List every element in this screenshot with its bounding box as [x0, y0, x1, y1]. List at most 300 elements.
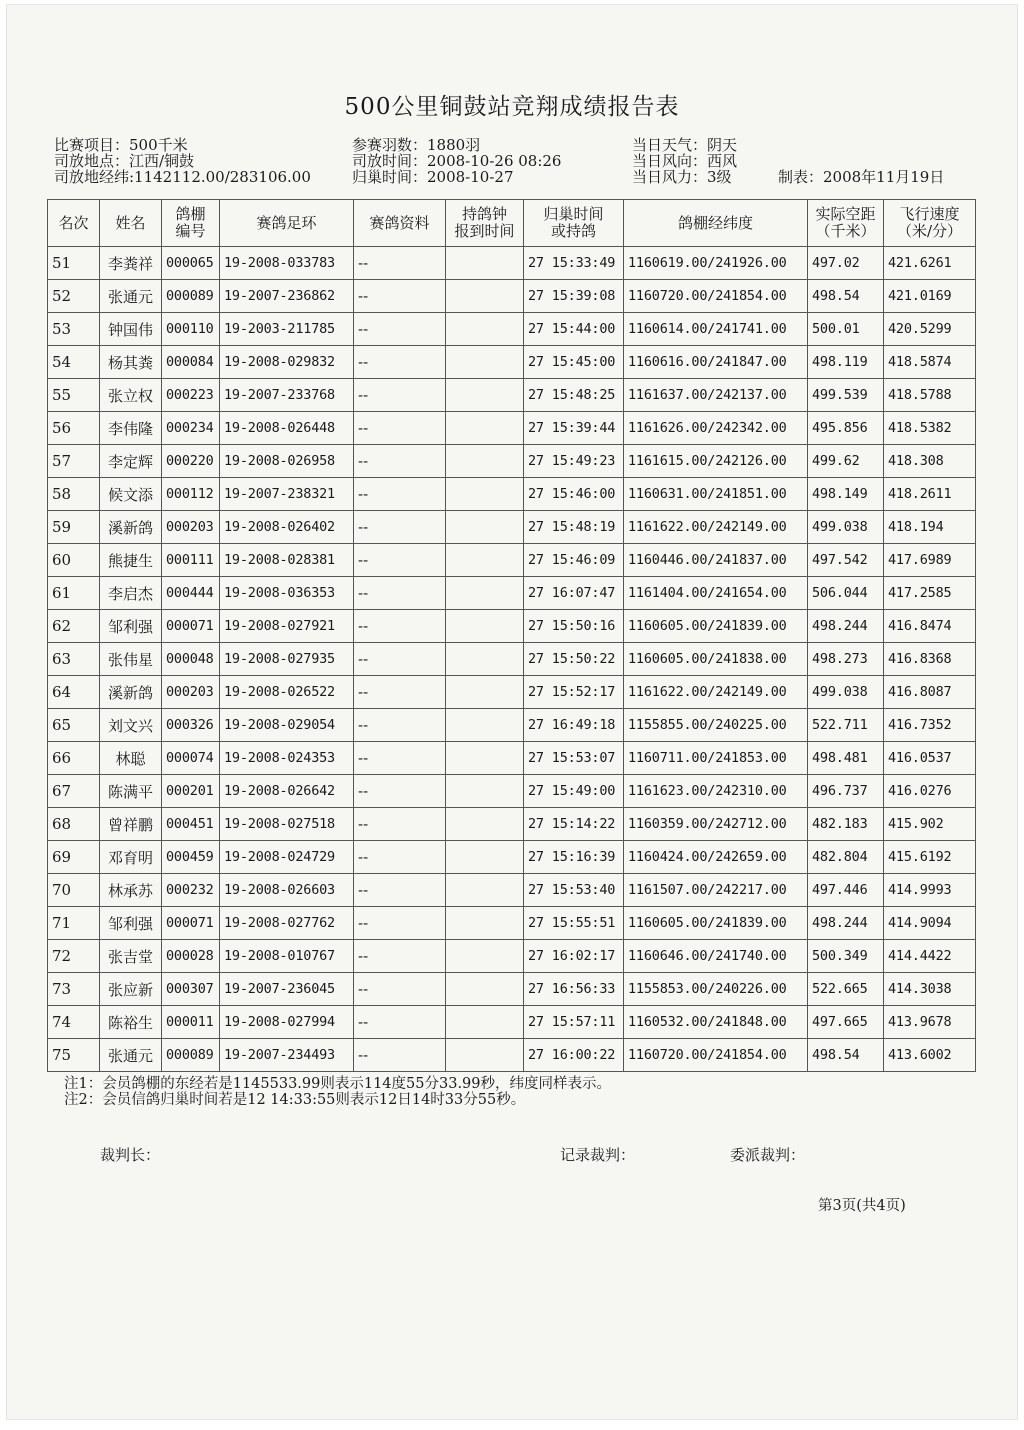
cell-ring: 19-2008-028381 — [220, 544, 354, 577]
cell-arrival: 27 16:49:18 — [524, 709, 624, 742]
cell-speed: 421.0169 — [884, 280, 976, 313]
cell-speed: 418.308 — [884, 445, 976, 478]
cell-name: 邓育明 — [100, 841, 162, 874]
cell-rank: 63 — [48, 643, 100, 676]
cell-coords: 1161623.00/242310.00 — [624, 775, 808, 808]
cell-coords: 1160424.00/242659.00 — [624, 841, 808, 874]
cell-loft-id: 000048 — [162, 643, 220, 676]
cell-distance: 496.737 — [808, 775, 884, 808]
cell-ring: 19-2008-024729 — [220, 841, 354, 874]
table-row — [48, 544, 976, 577]
cell-loft-id: 000234 — [162, 412, 220, 445]
cell-name: 李定辉 — [100, 445, 162, 478]
cell-info: -- — [354, 775, 446, 808]
table-row — [48, 1039, 976, 1072]
cell-clock-time — [446, 247, 524, 280]
cell-info: -- — [354, 478, 446, 511]
cell-loft-id: 000071 — [162, 907, 220, 940]
cell-info: -- — [354, 742, 446, 775]
cell-rank: 70 — [48, 874, 100, 907]
cell-speed: 413.6002 — [884, 1039, 976, 1072]
cell-speed: 421.6261 — [884, 247, 976, 280]
cell-info: -- — [354, 544, 446, 577]
cell-arrival: 27 15:46:00 — [524, 478, 624, 511]
cell-clock-time — [446, 907, 524, 940]
cell-clock-time — [446, 973, 524, 1006]
table-row — [48, 478, 976, 511]
info-made-date: 制表：2008年11月19日 — [778, 168, 945, 186]
cell-name: 林聪 — [100, 742, 162, 775]
cell-arrival: 27 15:33:49 — [524, 247, 624, 280]
cell-ring: 19-2008-026958 — [220, 445, 354, 478]
cell-loft-id: 000326 — [162, 709, 220, 742]
cell-coords: 1160614.00/241741.00 — [624, 313, 808, 346]
cell-distance: 497.542 — [808, 544, 884, 577]
cell-info: -- — [354, 280, 446, 313]
cell-ring: 19-2007-236862 — [220, 280, 354, 313]
cell-loft-id: 000110 — [162, 313, 220, 346]
cell-clock-time — [446, 775, 524, 808]
table-row — [48, 808, 976, 841]
cell-info: -- — [354, 676, 446, 709]
cell-info: -- — [354, 379, 446, 412]
cell-name: 溪新鸽 — [100, 511, 162, 544]
table-row — [48, 247, 976, 280]
delegated-judge-label: 委派裁判： — [730, 1146, 806, 1164]
info-return-time: 归巢时间：2008-10-27 — [352, 168, 514, 186]
cell-arrival: 27 15:53:07 — [524, 742, 624, 775]
cell-loft-id: 000201 — [162, 775, 220, 808]
cell-distance: 482.804 — [808, 841, 884, 874]
cell-name: 张吉堂 — [100, 940, 162, 973]
cell-distance: 498.273 — [808, 643, 884, 676]
cell-ring: 19-2008-027518 — [220, 808, 354, 841]
race-info — [6, 137, 1018, 193]
cell-arrival: 27 16:07:47 — [524, 577, 624, 610]
cell-name: 刘文兴 — [100, 709, 162, 742]
results-table — [47, 199, 976, 1072]
cell-name: 邹利强 — [100, 610, 162, 643]
header-ring: 赛鸽足环 — [220, 200, 354, 247]
cell-rank: 52 — [48, 280, 100, 313]
cell-speed: 416.0276 — [884, 775, 976, 808]
cell-coords: 1160720.00/241854.00 — [624, 1039, 808, 1072]
cell-distance: 495.856 — [808, 412, 884, 445]
cell-speed: 415.902 — [884, 808, 976, 841]
table-row — [48, 841, 976, 874]
cell-name: 候文添 — [100, 478, 162, 511]
cell-speed: 420.5299 — [884, 313, 976, 346]
cell-ring: 19-2008-027935 — [220, 643, 354, 676]
cell-coords: 1160605.00/241838.00 — [624, 643, 808, 676]
info-release-coords: 司放地经纬:1142112.00/283106.00 — [54, 168, 311, 186]
cell-clock-time — [446, 445, 524, 478]
info-release-place: 司放地点：江西/铜鼓 — [54, 152, 195, 170]
cell-name: 陈满平 — [100, 775, 162, 808]
cell-info: -- — [354, 808, 446, 841]
cell-arrival: 27 16:56:33 — [524, 973, 624, 1006]
cell-ring: 19-2008-027921 — [220, 610, 354, 643]
note-2: 注2：会员信鸽归巢时间若是12 14:33:55则表示12日14时33分55秒。 — [64, 1092, 526, 1108]
cell-rank: 55 — [48, 379, 100, 412]
cell-arrival: 27 15:52:17 — [524, 676, 624, 709]
cell-rank: 61 — [48, 577, 100, 610]
cell-loft-id: 000111 — [162, 544, 220, 577]
cell-info: -- — [354, 610, 446, 643]
cell-rank: 56 — [48, 412, 100, 445]
cell-ring: 19-2007-233768 — [220, 379, 354, 412]
cell-ring: 19-2007-236045 — [220, 973, 354, 1006]
cell-speed: 416.8368 — [884, 643, 976, 676]
table-row — [48, 1006, 976, 1039]
table-row — [48, 280, 976, 313]
cell-distance: 498.54 — [808, 280, 884, 313]
cell-loft-id: 000074 — [162, 742, 220, 775]
cell-arrival: 27 15:39:44 — [524, 412, 624, 445]
cell-speed: 416.7352 — [884, 709, 976, 742]
cell-distance: 482.183 — [808, 808, 884, 841]
header-rank: 名次 — [48, 200, 100, 247]
cell-name: 林承苏 — [100, 874, 162, 907]
cell-clock-time — [446, 841, 524, 874]
cell-rank: 72 — [48, 940, 100, 973]
cell-loft-id: 000232 — [162, 874, 220, 907]
cell-rank: 68 — [48, 808, 100, 841]
cell-distance: 499.539 — [808, 379, 884, 412]
cell-loft-id: 000203 — [162, 511, 220, 544]
cell-speed: 418.194 — [884, 511, 976, 544]
cell-ring: 19-2007-238321 — [220, 478, 354, 511]
cell-ring: 19-2008-029054 — [220, 709, 354, 742]
cell-info: -- — [354, 709, 446, 742]
cell-speed: 414.9094 — [884, 907, 976, 940]
cell-distance: 498.149 — [808, 478, 884, 511]
cell-info: -- — [354, 874, 446, 907]
cell-name: 溪新鸽 — [100, 676, 162, 709]
cell-ring: 19-2008-036353 — [220, 577, 354, 610]
cell-coords: 1161622.00/242149.00 — [624, 511, 808, 544]
cell-clock-time — [446, 676, 524, 709]
cell-ring: 19-2008-027762 — [220, 907, 354, 940]
cell-info: -- — [354, 973, 446, 1006]
cell-name: 曾祥鹏 — [100, 808, 162, 841]
cell-distance: 499.038 — [808, 676, 884, 709]
info-wind-force: 当日风力：3级 — [632, 168, 732, 186]
cell-coords: 1155853.00/240226.00 — [624, 973, 808, 1006]
cell-distance: 499.62 — [808, 445, 884, 478]
cell-loft-id: 000089 — [162, 280, 220, 313]
cell-arrival: 27 15:50:22 — [524, 643, 624, 676]
cell-rank: 66 — [48, 742, 100, 775]
table-row — [48, 775, 976, 808]
cell-coords: 1160359.00/242712.00 — [624, 808, 808, 841]
cell-clock-time — [446, 874, 524, 907]
cell-speed: 416.8474 — [884, 610, 976, 643]
page-number: 第3页(共4页) — [818, 1198, 906, 1214]
cell-ring: 19-2008-026522 — [220, 676, 354, 709]
cell-loft-id: 000028 — [162, 940, 220, 973]
cell-rank: 64 — [48, 676, 100, 709]
report-sheet — [6, 4, 1018, 1420]
info-release-time: 司放时间：2008-10-26 08:26 — [352, 152, 562, 170]
cell-loft-id: 000444 — [162, 577, 220, 610]
cell-coords: 1161615.00/242126.00 — [624, 445, 808, 478]
cell-loft-id: 000071 — [162, 610, 220, 643]
cell-loft-id: 000451 — [162, 808, 220, 841]
cell-coords: 1161626.00/242342.00 — [624, 412, 808, 445]
cell-coords: 1160446.00/241837.00 — [624, 544, 808, 577]
cell-rank: 62 — [48, 610, 100, 643]
cell-name: 李启杰 — [100, 577, 162, 610]
cell-loft-id: 000223 — [162, 379, 220, 412]
cell-distance: 498.244 — [808, 610, 884, 643]
cell-rank: 65 — [48, 709, 100, 742]
cell-speed: 418.2611 — [884, 478, 976, 511]
cell-ring: 19-2008-027994 — [220, 1006, 354, 1039]
chief-judge-label: 裁判长： — [100, 1146, 161, 1164]
cell-loft-id: 000084 — [162, 346, 220, 379]
header-loft-id: 鸽棚 编号 — [162, 200, 220, 247]
cell-ring: 19-2008-033783 — [220, 247, 354, 280]
cell-coords: 1160605.00/241839.00 — [624, 610, 808, 643]
cell-distance: 497.02 — [808, 247, 884, 280]
cell-speed: 418.5382 — [884, 412, 976, 445]
cell-info: -- — [354, 940, 446, 973]
cell-rank: 69 — [48, 841, 100, 874]
cell-distance: 522.711 — [808, 709, 884, 742]
cell-coords: 1160619.00/241926.00 — [624, 247, 808, 280]
cell-arrival: 27 15:14:22 — [524, 808, 624, 841]
cell-name: 熊捷生 — [100, 544, 162, 577]
cell-distance: 498.481 — [808, 742, 884, 775]
cell-distance: 498.244 — [808, 907, 884, 940]
table-row — [48, 874, 976, 907]
cell-ring: 19-2008-026448 — [220, 412, 354, 445]
table-row — [48, 412, 976, 445]
cell-info: -- — [354, 1006, 446, 1039]
cell-rank: 67 — [48, 775, 100, 808]
cell-arrival: 27 15:16:39 — [524, 841, 624, 874]
cell-loft-id: 000112 — [162, 478, 220, 511]
cell-arrival: 27 16:02:17 — [524, 940, 624, 973]
cell-rank: 58 — [48, 478, 100, 511]
cell-name: 张通元 — [100, 1039, 162, 1072]
notes — [64, 1076, 611, 1108]
cell-speed: 415.6192 — [884, 841, 976, 874]
cell-loft-id: 000459 — [162, 841, 220, 874]
cell-name: 张立权 — [100, 379, 162, 412]
cell-rank: 53 — [48, 313, 100, 346]
table-row — [48, 610, 976, 643]
cell-coords: 1160711.00/241853.00 — [624, 742, 808, 775]
cell-clock-time — [446, 511, 524, 544]
cell-name: 邹利强 — [100, 907, 162, 940]
cell-name: 杨其粪 — [100, 346, 162, 379]
cell-rank: 71 — [48, 907, 100, 940]
cell-arrival: 27 16:00:22 — [524, 1039, 624, 1072]
cell-name: 李伟隆 — [100, 412, 162, 445]
cell-distance: 506.044 — [808, 577, 884, 610]
cell-speed: 414.9993 — [884, 874, 976, 907]
cell-distance: 498.54 — [808, 1039, 884, 1072]
cell-name: 张通元 — [100, 280, 162, 313]
header-speed: 飞行速度 （米/分） — [884, 200, 976, 247]
cell-arrival: 27 15:57:11 — [524, 1006, 624, 1039]
cell-arrival: 27 15:45:00 — [524, 346, 624, 379]
cell-arrival: 27 15:44:00 — [524, 313, 624, 346]
cell-arrival: 27 15:49:00 — [524, 775, 624, 808]
cell-speed: 417.2585 — [884, 577, 976, 610]
cell-clock-time — [446, 478, 524, 511]
cell-info: -- — [354, 1039, 446, 1072]
cell-loft-id: 000203 — [162, 676, 220, 709]
cell-distance: 499.038 — [808, 511, 884, 544]
cell-coords: 1155855.00/240225.00 — [624, 709, 808, 742]
cell-coords: 1160720.00/241854.00 — [624, 280, 808, 313]
cell-ring: 19-2008-026402 — [220, 511, 354, 544]
cell-clock-time — [446, 709, 524, 742]
table-row — [48, 973, 976, 1006]
cell-clock-time — [446, 346, 524, 379]
info-race-item: 比赛项目：500千米 — [54, 136, 188, 154]
cell-name: 张应新 — [100, 973, 162, 1006]
cell-name: 张伟星 — [100, 643, 162, 676]
cell-speed: 416.0537 — [884, 742, 976, 775]
cell-speed: 413.9678 — [884, 1006, 976, 1039]
header-name: 姓名 — [100, 200, 162, 247]
cell-info: -- — [354, 643, 446, 676]
cell-speed: 414.4422 — [884, 940, 976, 973]
cell-arrival: 27 15:49:23 — [524, 445, 624, 478]
cell-coords: 1161622.00/242149.00 — [624, 676, 808, 709]
cell-rank: 75 — [48, 1039, 100, 1072]
cell-distance: 500.01 — [808, 313, 884, 346]
cell-loft-id: 000011 — [162, 1006, 220, 1039]
report-title: 500公里铜鼓站竞翔成绩报告表 — [344, 94, 680, 120]
cell-ring: 19-2008-029832 — [220, 346, 354, 379]
cell-name: 李粪祥 — [100, 247, 162, 280]
cell-ring: 19-2008-024353 — [220, 742, 354, 775]
cell-arrival: 27 15:55:51 — [524, 907, 624, 940]
cell-arrival: 27 15:48:25 — [524, 379, 624, 412]
cell-clock-time — [446, 1006, 524, 1039]
cell-rank: 74 — [48, 1006, 100, 1039]
cell-coords: 1160532.00/241848.00 — [624, 1006, 808, 1039]
cell-speed: 416.8087 — [884, 676, 976, 709]
cell-clock-time — [446, 1039, 524, 1072]
cell-clock-time — [446, 280, 524, 313]
cell-distance: 498.119 — [808, 346, 884, 379]
cell-arrival: 27 15:53:40 — [524, 874, 624, 907]
table-row — [48, 742, 976, 775]
table-row — [48, 907, 976, 940]
cell-rank: 54 — [48, 346, 100, 379]
cell-distance: 522.665 — [808, 973, 884, 1006]
info-weather: 当日天气：阴天 — [632, 136, 738, 154]
info-wind-direction: 当日风向：西风 — [632, 152, 738, 170]
cell-ring: 19-2008-010767 — [220, 940, 354, 973]
table-row — [48, 445, 976, 478]
cell-arrival: 27 15:48:19 — [524, 511, 624, 544]
cell-speed: 418.5788 — [884, 379, 976, 412]
table-row — [48, 313, 976, 346]
header-coords: 鸽棚经纬度 — [624, 200, 808, 247]
cell-info: -- — [354, 445, 446, 478]
table-row — [48, 709, 976, 742]
cell-name: 钟国伟 — [100, 313, 162, 346]
cell-loft-id: 000307 — [162, 973, 220, 1006]
cell-clock-time — [446, 379, 524, 412]
recording-judge-label: 记录裁判： — [560, 1146, 636, 1164]
cell-info: -- — [354, 511, 446, 544]
table-body — [48, 247, 976, 1072]
cell-rank: 73 — [48, 973, 100, 1006]
cell-loft-id: 000220 — [162, 445, 220, 478]
cell-info: -- — [354, 841, 446, 874]
table-row — [48, 511, 976, 544]
cell-info: -- — [354, 313, 446, 346]
cell-rank: 59 — [48, 511, 100, 544]
cell-arrival: 27 15:46:09 — [524, 544, 624, 577]
info-column-race — [54, 137, 311, 185]
cell-clock-time — [446, 544, 524, 577]
cell-info: -- — [354, 412, 446, 445]
header-clock-time: 持鸽钟 报到时间 — [446, 200, 524, 247]
cell-clock-time — [446, 940, 524, 973]
table-row — [48, 577, 976, 610]
cell-clock-time — [446, 610, 524, 643]
cell-ring: 19-2007-234493 — [220, 1039, 354, 1072]
table-row — [48, 346, 976, 379]
cell-clock-time — [446, 412, 524, 445]
info-entries: 参赛羽数：1880羽 — [352, 136, 481, 154]
header-distance: 实际空距 （千米） — [808, 200, 884, 247]
cell-clock-time — [446, 742, 524, 775]
cell-coords: 1160616.00/241847.00 — [624, 346, 808, 379]
cell-ring: 19-2003-211785 — [220, 313, 354, 346]
cell-info: -- — [354, 577, 446, 610]
cell-arrival: 27 15:50:16 — [524, 610, 624, 643]
table-header-row — [48, 200, 976, 247]
cell-distance: 497.665 — [808, 1006, 884, 1039]
cell-ring: 19-2008-026642 — [220, 775, 354, 808]
cell-speed: 418.5874 — [884, 346, 976, 379]
cell-loft-id: 000065 — [162, 247, 220, 280]
cell-info: -- — [354, 907, 446, 940]
table-row — [48, 379, 976, 412]
cell-info: -- — [354, 247, 446, 280]
cell-coords: 1161507.00/242217.00 — [624, 874, 808, 907]
cell-speed: 417.6989 — [884, 544, 976, 577]
info-column-times — [352, 137, 561, 185]
cell-arrival: 27 15:39:08 — [524, 280, 624, 313]
cell-rank: 57 — [48, 445, 100, 478]
cell-clock-time — [446, 313, 524, 346]
info-column-weather — [632, 137, 737, 185]
cell-clock-time — [446, 643, 524, 676]
cell-loft-id: 000089 — [162, 1039, 220, 1072]
cell-rank: 60 — [48, 544, 100, 577]
cell-rank: 51 — [48, 247, 100, 280]
cell-clock-time — [446, 577, 524, 610]
cell-ring: 19-2008-026603 — [220, 874, 354, 907]
cell-info: -- — [354, 346, 446, 379]
cell-coords: 1161404.00/241654.00 — [624, 577, 808, 610]
header-arrival: 归巢时间 或持鸽 — [524, 200, 624, 247]
cell-name: 陈裕生 — [100, 1006, 162, 1039]
cell-clock-time — [446, 808, 524, 841]
cell-coords: 1160631.00/241851.00 — [624, 478, 808, 511]
